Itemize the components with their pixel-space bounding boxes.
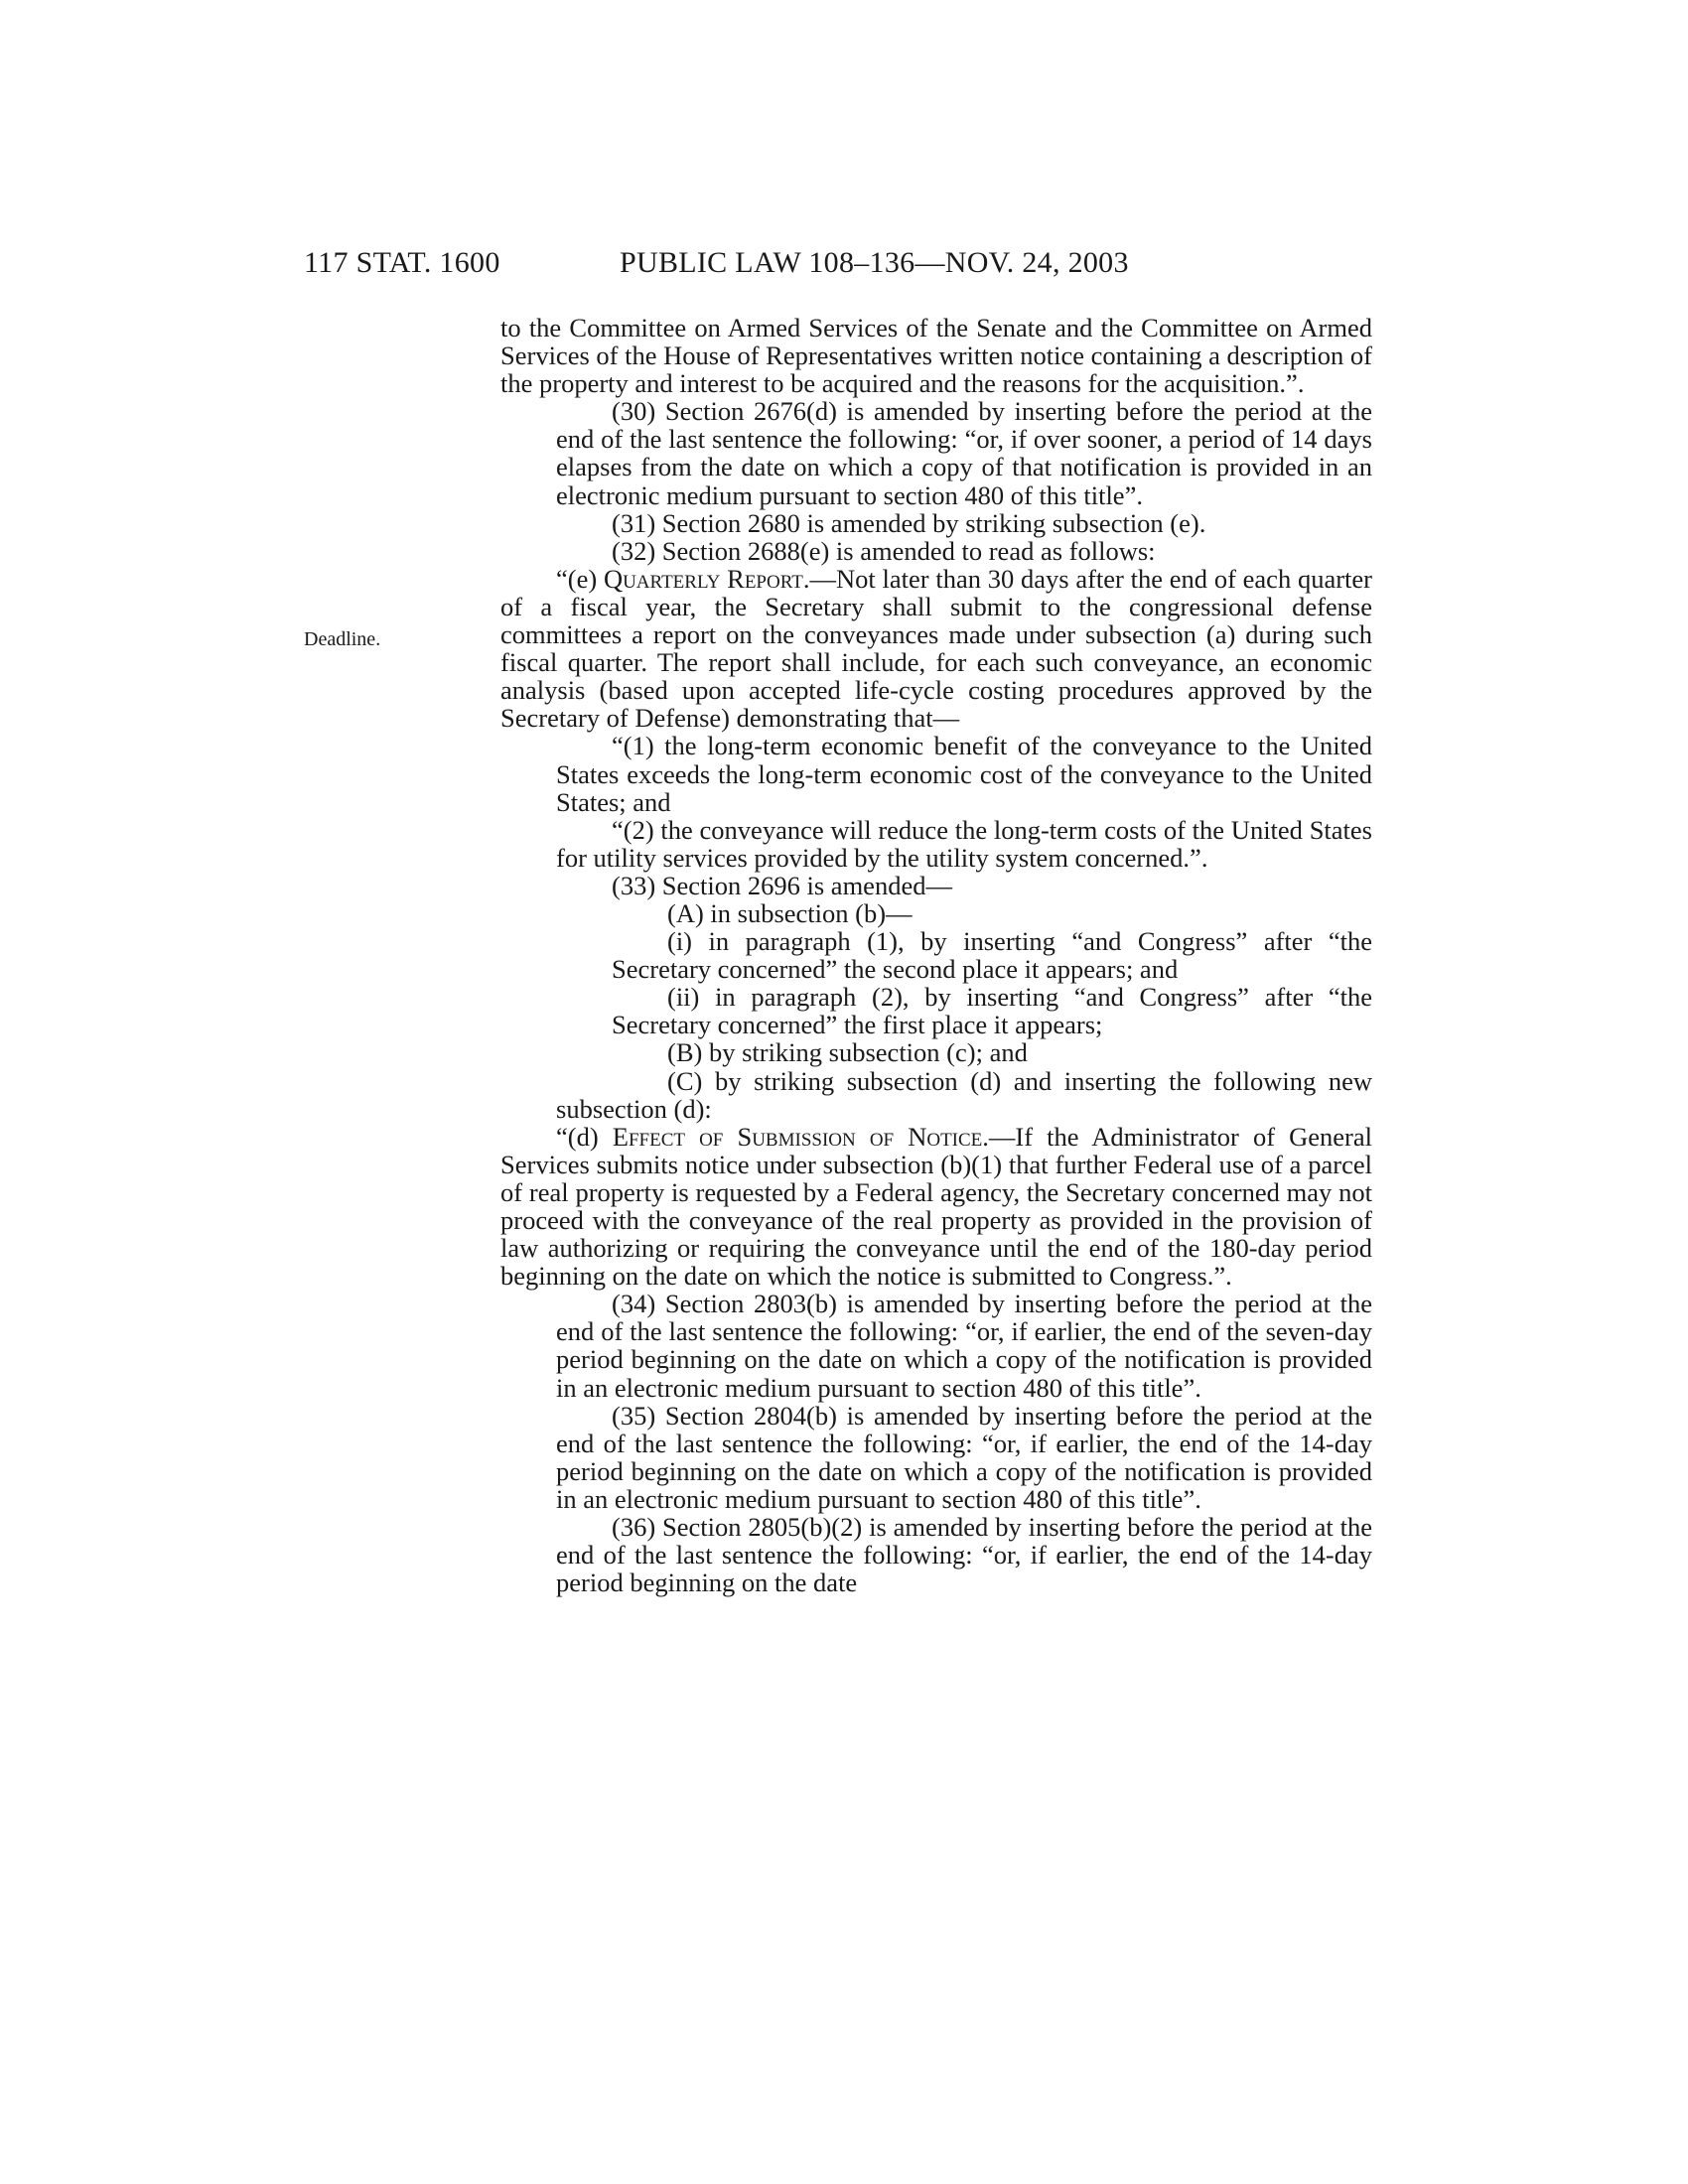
quoted-paragraph-2: “(2) the conveyance will reduce the long-term costs of the United States for utility services provided by the utility system concerned.”. — [556, 814, 1372, 873]
subparagraph-b: (B) by striking subsection (c); and — [667, 1037, 1028, 1068]
clause-ii: (ii) in paragraph (2), by inserting “and Congress” after “the Secretary concerned” the first place it appears; — [612, 982, 1372, 1040]
subsection-heading: Effect of Submission of Notice — [612, 1121, 983, 1152]
subsection-lead: “(e) — [556, 563, 604, 594]
statute-body-text — [500, 314, 1372, 1596]
subsection-lead: “(d) — [556, 1121, 613, 1152]
subsection-text: .—Not later than 30 days after the end of each quarter of a fiscal year, the Secretary shall submit to the congressional defense committees a report on the conveyances made under subsection (a) during such fiscal quarter. The report shall include, for each such conveyance, an economic analysis (based upon accepted life-cycle costing procedures approved by the Secretary of Defense) demonstrating that— — [500, 563, 1372, 734]
paragraph-36: (36) Section 2805(b)(2) is amended by inserting before the period at the end of the last sentence the following: “or, if earlier, the end of the 14-day period beginning on the date — [556, 1512, 1372, 1598]
paragraph-32: (32) Section 2688(e) is amended to read as follows: — [612, 535, 1156, 566]
subsection-d-effect-of-submission — [500, 1123, 1372, 1291]
paragraph-31: (31) Section 2680 is amended by striking subsection (e). — [612, 507, 1206, 538]
subsection-heading: Quarterly Report — [603, 563, 803, 594]
margin-note-deadline: Deadline. — [304, 628, 381, 650]
paragraph-35: (35) Section 2804(b) is amended by inserting before the period at the end of the last sentence the following: “or, if earlier, the end of the 14-day period beginning on the date on which a copy of the notification is provided in an electronic medium pursuant to section 480 of this title”. — [556, 1400, 1372, 1514]
paragraph-34: (34) Section 2803(b) is amended by inserting before the period at the end of the last sentence the following: “or, if earlier, the end of the seven-day period beginning on the date on which a copy of the notification is provided in an electronic medium pursuant to section 480 of this title”. — [556, 1289, 1372, 1403]
subparagraph-a: (A) in subsection (b)— — [667, 897, 913, 928]
public-law-title: PUBLIC LAW 108–136—NOV. 24, 2003 — [620, 246, 1129, 279]
subsection-text: .—If the Administrator of General Services submits notice under subsection (b)(1) that further Federal use of a parcel of real property is requested by a Federal agency, the Secretary concerned may not proceed with the conveyance of the real property as provided in the provision of law authorizing or requiring the conveyance until the end of the 180-day period beginning on the date on which the notice is submitted to Congress.”. — [500, 1121, 1373, 1292]
subsection-e-quarterly-report — [500, 565, 1372, 733]
paragraph-33: (33) Section 2696 is amended— — [612, 870, 952, 900]
statute-page-number: 117 STAT. 1600 — [304, 246, 500, 279]
paragraph-30: (30) Section 2676(d) is amended by inserting before the period at the end of the last sentence the following: “or, if over sooner, a period of 14 days elapses from the date on which a copy of that notification is provided in an electronic medium pursuant to section 480 of this title”. — [556, 396, 1372, 510]
quoted-paragraph-1: “(1) the long-term economic benefit of the conveyance to the United States exceeds the long-term economic cost of the conveyance to the United States; and — [556, 731, 1372, 817]
page-header — [0, 246, 1688, 286]
subparagraph-c: (C) by striking subsection (d) and inserting the following new subsection (d): — [556, 1065, 1372, 1124]
clause-i: (i) in paragraph (1), by inserting “and Congress” after “the Secretary concerned” the second place it appears; and — [612, 926, 1372, 985]
paragraph: to the Committee on Armed Services of the Senate and the Committee on Armed Services of the House of Representatives written notice containing a description of the property and interest to be acquired and the reasons for the acquisition.”. — [500, 313, 1372, 399]
